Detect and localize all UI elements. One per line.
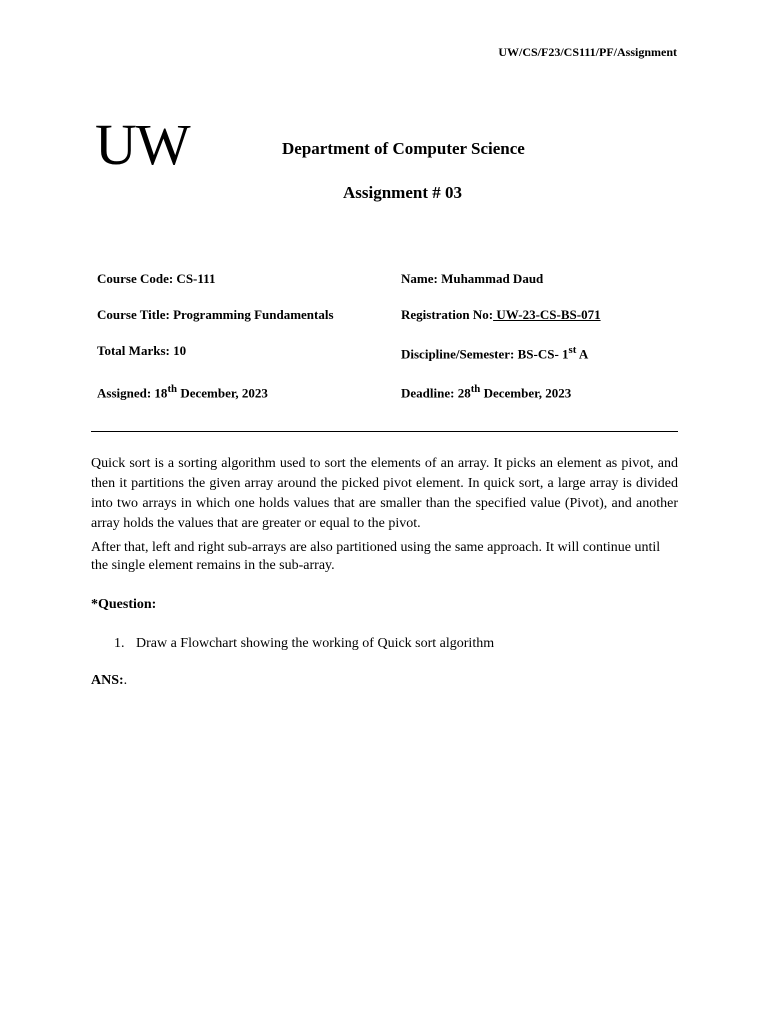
answer-text: ANS:: [91, 673, 124, 688]
question-text: Draw a Flowchart showing the working of Quick sort algorithm: [136, 636, 495, 651]
assigned-date: [97, 381, 401, 401]
course-title: Course Title: Programming Fundamentals: [97, 307, 334, 322]
deadline-text: Deadline: 28: [401, 385, 471, 401]
body-text: [91, 454, 678, 575]
assigned-text: Assigned: 18: [97, 385, 168, 401]
registration-number: [401, 306, 677, 323]
paragraph-quicksort-recursion: After that, left and right sub-arrays are also partitioned using the same approach. It will continue until the single element remains in the sub-array.: [91, 540, 661, 573]
question-heading: *Question:: [91, 597, 157, 612]
answer-label: [91, 673, 127, 689]
question-number: 1.: [114, 636, 125, 651]
department-title: Department of Computer Science: [282, 139, 525, 158]
assignment-number: Assignment # 03: [343, 183, 463, 202]
deadline-date: [401, 381, 677, 401]
discipline-suffix: A: [576, 346, 589, 362]
registration-value: UW-23-CS-BS-071: [493, 307, 601, 322]
horizontal-divider: [91, 431, 678, 432]
deadline-suffix: December, 2023: [480, 385, 572, 401]
assigned-sup: th: [167, 383, 178, 396]
total-marks: Total Marks: 10: [97, 343, 187, 358]
student-name: Name: Muhammad Daud: [401, 271, 544, 286]
document-reference: UW/CS/F23/CS111/PF/Assignment: [498, 45, 677, 59]
discipline-text: Discipline/Semester: BS-CS- 1: [401, 346, 569, 362]
assigned-suffix: December, 2023: [177, 385, 268, 401]
registration-label: Registration No:: [401, 307, 494, 322]
discipline-sup: st: [568, 344, 577, 356]
question-item: [114, 636, 494, 652]
paragraph-quicksort-intro: Quick sort is a sorting algorithm used to sort the elements of an array. It picks an element as pivot, and then it partitions the given array around the picked pivot element. In quick sort, a large array is divided into two arrays in which one holds values that are smaller than the specified value (Pivot), and another array holds the values that are greater or equal to the pivot.: [91, 456, 678, 531]
course-info-grid: [97, 270, 677, 402]
course-code: Course Code: CS-111: [97, 271, 216, 286]
deadline-sup: th: [470, 383, 481, 396]
university-logo: UW: [95, 112, 190, 177]
discipline-semester: [401, 342, 677, 362]
answer-suffix: .: [123, 673, 128, 688]
